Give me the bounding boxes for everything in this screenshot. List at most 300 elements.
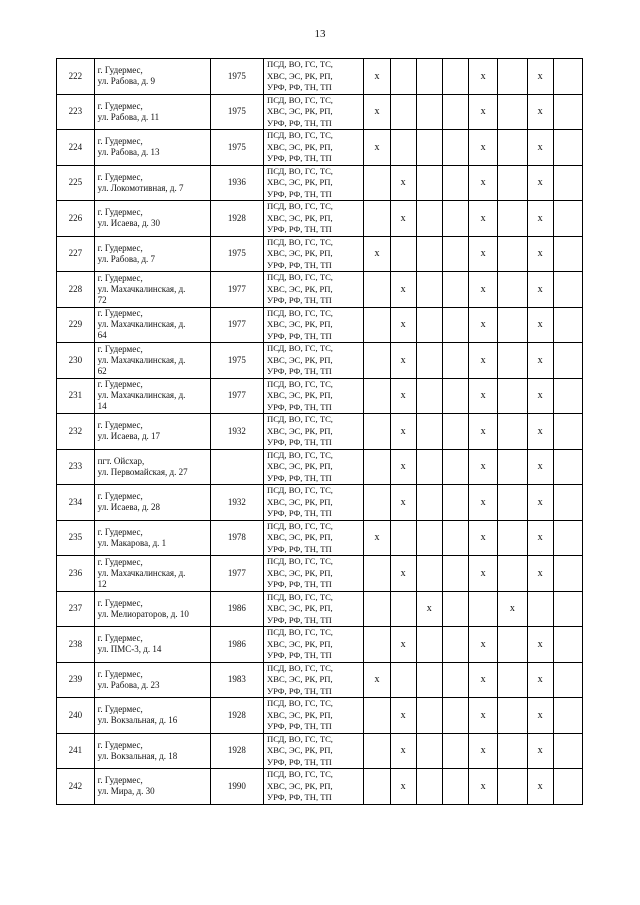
address-cell (94, 769, 210, 805)
row-number-cell: 223 (57, 94, 95, 130)
address-line: г. Гудермес, (97, 633, 143, 644)
mark-cell (553, 59, 582, 95)
address-line: г. Гудермес, (97, 242, 143, 253)
mark-cell: x (468, 94, 497, 130)
address-line: ул. Махачкалинская, д. (97, 567, 186, 578)
mark-cell (364, 378, 390, 414)
systems-line: ХВС, ЭС, РК, РП, (267, 567, 333, 578)
year-cell: 1975 (210, 59, 263, 95)
address-line: ул. ПМС-3, д. 14 (97, 644, 162, 655)
address-line: ул. Исаева, д. 28 (97, 502, 161, 513)
systems-line: УРФ, РФ, ТН, ТП (267, 614, 332, 625)
systems-cell (264, 165, 364, 201)
row-number-cell: 225 (57, 165, 95, 201)
systems-line: УРФ, РФ, ТН, ТП (267, 295, 332, 305)
mark-cell (364, 449, 390, 485)
address-cell (94, 733, 210, 769)
mark-cell (498, 201, 527, 237)
address-line: г. Гудермес, (97, 668, 143, 679)
mark-cell: x (527, 130, 553, 166)
mark-cell: x (468, 520, 497, 556)
mark-cell (416, 94, 442, 130)
mark-cell: x (364, 662, 390, 698)
systems-line: УРФ, РФ, ТН, ТП (267, 330, 332, 341)
mark-cell (416, 627, 442, 663)
mark-cell (442, 165, 468, 201)
address-line: 72 (97, 294, 107, 305)
table-row (57, 272, 583, 308)
address-line: ул. Рабова, д. 11 (97, 111, 160, 122)
mark-cell (416, 343, 442, 379)
mark-cell (498, 94, 527, 130)
year-cell: 1978 (210, 520, 263, 556)
mark-cell (390, 591, 416, 627)
mark-cell: x (527, 414, 553, 450)
mark-cell: x (390, 378, 416, 414)
mark-cell: x (468, 307, 497, 343)
address-line: г. Гудермес, (97, 526, 143, 537)
mark-cell: x (527, 556, 553, 592)
address-line: г. Гудермес, (97, 136, 143, 147)
table-row (57, 662, 583, 698)
year-cell: 1990 (210, 769, 263, 805)
mark-cell: x (468, 556, 497, 592)
mark-cell (416, 236, 442, 272)
row-number-cell: 234 (57, 485, 95, 521)
systems-cell (264, 485, 364, 521)
mark-cell (390, 520, 416, 556)
mark-cell (442, 485, 468, 521)
systems-cell (264, 236, 364, 272)
mark-cell (416, 556, 442, 592)
row-number-cell: 230 (57, 343, 95, 379)
systems-line: ПСД, ВО, ГС, ТС, (267, 591, 333, 602)
mark-cell (442, 201, 468, 237)
mark-cell (527, 591, 553, 627)
systems-line: ПСД, ВО, ГС, ТС, (267, 59, 333, 69)
mark-cell (390, 130, 416, 166)
mark-cell (364, 343, 390, 379)
table-row (57, 307, 583, 343)
systems-line: ХВС, ЭС, РК, РП, (267, 106, 333, 116)
address-line: ул. Махачкалинская, д. (97, 390, 186, 401)
mark-cell: x (468, 485, 497, 521)
mark-cell (442, 236, 468, 272)
mark-cell (498, 485, 527, 521)
row-number-cell: 228 (57, 272, 95, 308)
mark-cell: x (527, 449, 553, 485)
address-line: ул. Исаева, д. 30 (97, 218, 161, 229)
mark-cell: x (527, 733, 553, 769)
address-line: ул. Махачкалинская, д. (97, 354, 186, 365)
mark-cell (442, 769, 468, 805)
mark-cell (498, 627, 527, 663)
address-cell (94, 591, 210, 627)
mark-cell (442, 556, 468, 592)
mark-cell (442, 733, 468, 769)
mark-cell (498, 130, 527, 166)
mark-cell (416, 520, 442, 556)
systems-line: ХВС, ЭС, РК, РП, (267, 532, 333, 542)
mark-cell: x (527, 165, 553, 201)
systems-line: ХВС, ЭС, РК, РП, (267, 745, 333, 755)
row-number-cell: 235 (57, 520, 95, 556)
mark-cell: x (527, 272, 553, 308)
mark-cell: x (527, 307, 553, 343)
mark-cell (553, 343, 582, 379)
mark-cell (364, 733, 390, 769)
table-row (57, 520, 583, 556)
address-line: ул. Махачкалинская, д. (97, 283, 186, 294)
mark-cell: x (468, 343, 497, 379)
mark-cell: x (468, 627, 497, 663)
mark-cell: x (527, 343, 553, 379)
mark-cell (498, 59, 527, 95)
systems-line: УРФ, РФ, ТН, ТП (267, 721, 332, 731)
mark-cell (416, 130, 442, 166)
mark-cell: x (527, 662, 553, 698)
systems-line: ХВС, ЭС, РК, РП, (267, 177, 333, 187)
systems-line: УРФ, РФ, ТН, ТП (267, 792, 332, 802)
mark-cell (390, 59, 416, 95)
systems-line: УРФ, РФ, ТН, ТП (267, 401, 332, 412)
row-number-cell: 222 (57, 59, 95, 95)
mark-cell (416, 769, 442, 805)
mark-cell (498, 556, 527, 592)
mark-cell (442, 272, 468, 308)
mark-cell: x (468, 662, 497, 698)
mark-cell: x (416, 591, 442, 627)
mark-cell (553, 272, 582, 308)
systems-line: ПСД, ВО, ГС, ТС, (267, 378, 333, 389)
mark-cell (416, 733, 442, 769)
mark-cell (553, 485, 582, 521)
address-cell (94, 130, 210, 166)
systems-line: ХВС, ЭС, РК, РП, (267, 319, 333, 329)
mark-cell (553, 698, 582, 734)
systems-line: ПСД, ВО, ГС, ТС, (267, 165, 333, 176)
row-number-cell: 224 (57, 130, 95, 166)
address-cell (94, 236, 210, 272)
mark-cell: x (498, 591, 527, 627)
table-row (57, 733, 583, 769)
mark-cell (553, 627, 582, 663)
year-cell: 1986 (210, 627, 263, 663)
systems-cell (264, 520, 364, 556)
mark-cell: x (390, 272, 416, 308)
systems-line: ПСД, ВО, ГС, ТС, (267, 769, 333, 779)
row-number-cell: 236 (57, 556, 95, 592)
mark-cell (390, 236, 416, 272)
mark-cell (553, 378, 582, 414)
mark-cell (416, 165, 442, 201)
mark-cell (498, 769, 527, 805)
systems-line: ПСД, ВО, ГС, ТС, (267, 698, 333, 708)
mark-cell: x (390, 627, 416, 663)
systems-cell (264, 343, 364, 379)
mark-cell: x (468, 272, 497, 308)
systems-line: ПСД, ВО, ГС, ТС, (267, 201, 333, 211)
address-line: ул. Рабова, д. 23 (97, 679, 160, 690)
systems-line: ХВС, ЭС, РК, РП, (267, 709, 333, 720)
mark-cell (553, 165, 582, 201)
mark-cell: x (364, 236, 390, 272)
systems-line: УРФ, РФ, ТН, ТП (267, 117, 332, 128)
address-line: г. Гудермес, (97, 171, 143, 182)
address-cell (94, 59, 210, 95)
mark-cell: x (468, 414, 497, 450)
mark-cell (553, 556, 582, 592)
year-cell: 1975 (210, 236, 263, 272)
systems-line: ХВС, ЭС, РК, РП, (267, 212, 333, 223)
mark-cell (498, 698, 527, 734)
systems-cell (264, 94, 364, 130)
mark-cell (498, 272, 527, 308)
mark-cell (416, 307, 442, 343)
systems-line: ХВС, ЭС, РК, РП, (267, 283, 333, 294)
address-cell (94, 307, 210, 343)
systems-line: УРФ, РФ, ТН, ТП (267, 224, 332, 234)
address-line: г. Гудермес, (97, 343, 143, 354)
address-line: г. Гудермес, (97, 272, 143, 283)
mark-cell: x (527, 627, 553, 663)
year-cell: 1928 (210, 201, 263, 237)
systems-line: УРФ, РФ, ТН, ТП (267, 153, 332, 163)
mark-cell: x (468, 698, 497, 734)
table-row (57, 449, 583, 485)
address-line: 62 (97, 365, 107, 376)
address-line: 14 (97, 401, 107, 412)
mark-cell (553, 94, 582, 130)
address-line: ул. Локомотивная, д. 7 (97, 182, 184, 193)
address-cell (94, 94, 210, 130)
address-line: ул. Рабова, д. 13 (97, 147, 160, 158)
mark-cell (416, 698, 442, 734)
address-line: г. Гудермес, (97, 65, 143, 76)
mark-cell (553, 591, 582, 627)
mark-cell (442, 307, 468, 343)
mark-cell: x (527, 236, 553, 272)
systems-line: ХВС, ЭС, РК, РП, (267, 425, 333, 436)
address-line: ул. Мелиораторов, д. 10 (97, 608, 189, 619)
mark-cell (416, 449, 442, 485)
mark-cell (416, 59, 442, 95)
address-line: г. Гудермес, (97, 704, 143, 715)
systems-cell (264, 272, 364, 308)
mark-cell (416, 378, 442, 414)
address-line: г. Гудермес, (97, 379, 143, 390)
mark-cell: x (527, 59, 553, 95)
mark-cell (442, 698, 468, 734)
address-line: ул. Исаева, д. 17 (97, 431, 161, 442)
mark-cell (498, 662, 527, 698)
row-number-cell: 229 (57, 307, 95, 343)
systems-line: УРФ, РФ, ТН, ТП (267, 366, 332, 376)
address-line: 64 (97, 330, 107, 341)
systems-line: ХВС, ЭС, РК, РП, (267, 638, 333, 649)
systems-cell (264, 130, 364, 166)
systems-line: ПСД, ВО, ГС, ТС, (267, 485, 333, 495)
row-number-cell: 240 (57, 698, 95, 734)
mark-cell (442, 94, 468, 130)
mark-cell: x (468, 130, 497, 166)
address-line: г. Гудермес, (97, 100, 143, 111)
systems-line: ХВС, ЭС, РК, РП, (267, 141, 333, 152)
mark-cell: x (468, 201, 497, 237)
systems-line: УРФ, РФ, ТН, ТП (267, 259, 332, 270)
systems-cell (264, 414, 364, 450)
systems-cell (264, 591, 364, 627)
systems-cell (264, 307, 364, 343)
systems-line: ПСД, ВО, ГС, ТС, (267, 662, 333, 673)
year-cell: 1977 (210, 272, 263, 308)
mark-cell (442, 520, 468, 556)
systems-line: ПСД, ВО, ГС, ТС, (267, 414, 333, 424)
address-line: г. Гудермес, (97, 420, 143, 431)
mark-cell (553, 236, 582, 272)
systems-line: УРФ, РФ, ТН, ТП (267, 508, 332, 518)
mark-cell (442, 414, 468, 450)
mark-cell: x (364, 94, 390, 130)
systems-line: ПСД, ВО, ГС, ТС, (267, 449, 333, 460)
address-line: пгт. Ойсхар, (97, 455, 145, 466)
mark-cell (416, 485, 442, 521)
address-line: ул. Мира, д. 30 (97, 786, 155, 797)
table-row (57, 485, 583, 521)
address-cell (94, 520, 210, 556)
mark-cell (553, 414, 582, 450)
mark-cell (442, 130, 468, 166)
year-cell: 1977 (210, 556, 263, 592)
row-number-cell: 241 (57, 733, 95, 769)
row-number-cell: 239 (57, 662, 95, 698)
mark-cell (442, 378, 468, 414)
year-cell: 1936 (210, 165, 263, 201)
address-cell (94, 378, 210, 414)
year-cell: 1975 (210, 343, 263, 379)
mark-cell (390, 662, 416, 698)
mark-cell: x (390, 343, 416, 379)
mark-cell (364, 165, 390, 201)
mark-cell (364, 591, 390, 627)
systems-line: ПСД, ВО, ГС, ТС, (267, 130, 333, 140)
address-line: ул. Первомайская, д. 27 (97, 466, 188, 477)
systems-cell (264, 59, 364, 95)
year-cell: 1928 (210, 698, 263, 734)
mark-cell (416, 201, 442, 237)
address-line: г. Гудермес, (97, 491, 143, 502)
address-line: г. Гудермес, (97, 207, 143, 218)
systems-line: ПСД, ВО, ГС, ТС, (267, 627, 333, 637)
mark-cell (553, 130, 582, 166)
address-cell (94, 165, 210, 201)
address-cell (94, 485, 210, 521)
mark-cell: x (468, 59, 497, 95)
systems-line: УРФ, РФ, ТН, ТП (267, 188, 332, 199)
mark-cell: x (527, 698, 553, 734)
mark-cell: x (468, 236, 497, 272)
mark-cell: x (390, 201, 416, 237)
mark-cell: x (527, 485, 553, 521)
year-cell (210, 449, 263, 485)
mark-cell: x (468, 449, 497, 485)
mark-cell (498, 449, 527, 485)
year-cell: 1986 (210, 591, 263, 627)
systems-cell (264, 201, 364, 237)
address-line: ул. Вокзальная, д. 16 (97, 715, 178, 726)
mark-cell (442, 627, 468, 663)
mark-cell: x (390, 698, 416, 734)
systems-line: ХВС, ЭС, РК, РП, (267, 390, 333, 400)
year-cell: 1932 (210, 485, 263, 521)
mark-cell (364, 307, 390, 343)
address-cell (94, 627, 210, 663)
table-row (57, 414, 583, 450)
address-line: г. Гудермес, (97, 597, 143, 608)
mark-cell: x (527, 201, 553, 237)
address-line: ул. Рабова, д. 9 (97, 76, 156, 87)
mark-cell (498, 414, 527, 450)
mark-cell: x (390, 769, 416, 805)
address-line: 12 (97, 578, 107, 589)
address-cell (94, 449, 210, 485)
mark-cell (416, 414, 442, 450)
table-row (57, 378, 583, 414)
systems-cell (264, 769, 364, 805)
systems-line: УРФ, РФ, ТН, ТП (267, 437, 332, 447)
table-row (57, 769, 583, 805)
row-number-cell: 233 (57, 449, 95, 485)
systems-line: ХВС, ЭС, РК, РП, (267, 248, 333, 258)
mark-cell: x (468, 769, 497, 805)
mark-cell (468, 591, 497, 627)
table-row (57, 627, 583, 663)
mark-cell: x (468, 733, 497, 769)
address-cell (94, 414, 210, 450)
mark-cell (498, 236, 527, 272)
mark-cell (416, 662, 442, 698)
mark-cell (364, 272, 390, 308)
address-line: г. Гудермес, (97, 775, 143, 786)
address-cell (94, 272, 210, 308)
table-row (57, 59, 583, 95)
table-row (57, 698, 583, 734)
address-line: ул. Макарова, д. 1 (97, 537, 167, 548)
systems-cell (264, 556, 364, 592)
mark-cell: x (390, 733, 416, 769)
mark-cell: x (364, 59, 390, 95)
housing-register-table (56, 58, 583, 805)
systems-cell (264, 627, 364, 663)
mark-cell: x (468, 378, 497, 414)
address-line: ул. Махачкалинская, д. (97, 319, 186, 330)
mark-cell (390, 94, 416, 130)
mark-cell (442, 662, 468, 698)
mark-cell: x (527, 94, 553, 130)
mark-cell (498, 520, 527, 556)
mark-cell: x (527, 378, 553, 414)
year-cell: 1977 (210, 307, 263, 343)
mark-cell (442, 59, 468, 95)
mark-cell (442, 449, 468, 485)
systems-line: ХВС, ЭС, РК, РП, (267, 496, 333, 507)
mark-cell: x (390, 449, 416, 485)
systems-line: ПСД, ВО, ГС, ТС, (267, 520, 333, 531)
table-body (57, 59, 583, 805)
systems-line: УРФ, РФ, ТН, ТП (267, 82, 332, 92)
address-line: г. Гудермес, (97, 556, 143, 567)
table-row (57, 343, 583, 379)
